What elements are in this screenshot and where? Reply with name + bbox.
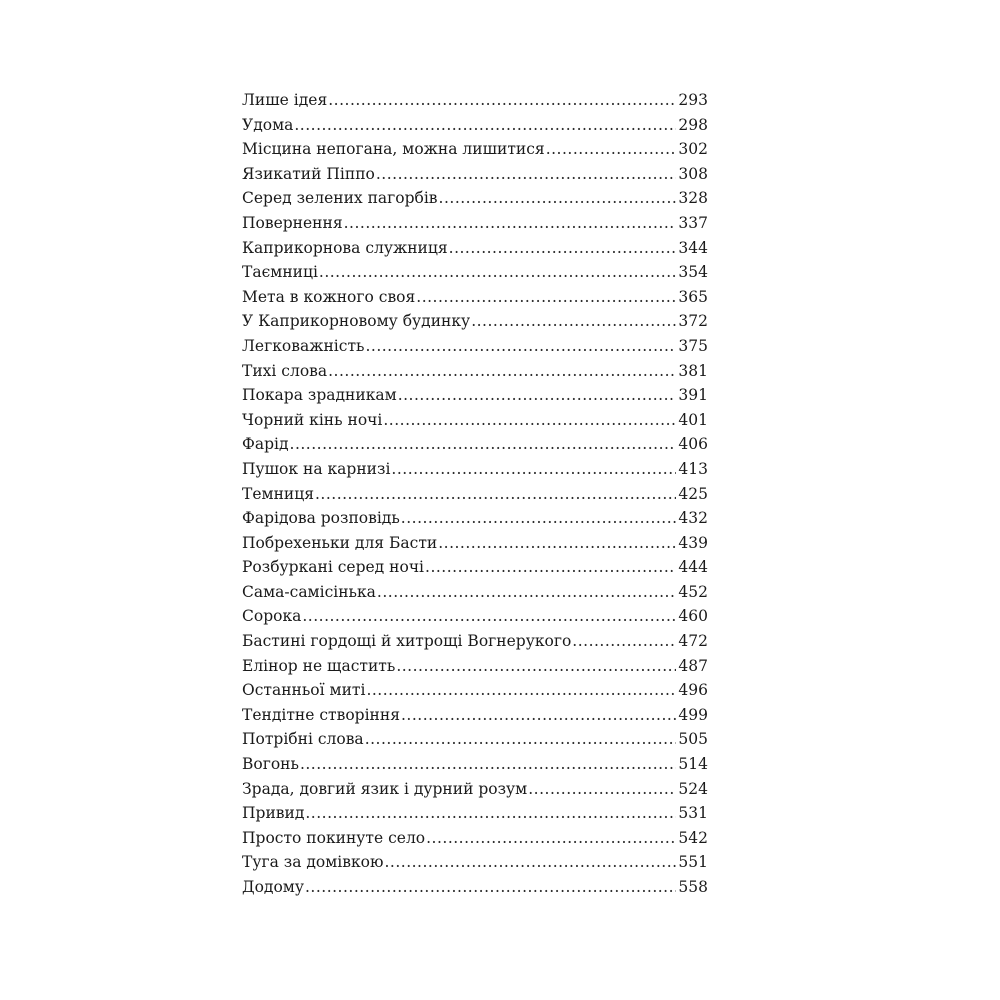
toc-entry-page-number: 308 <box>678 164 708 183</box>
toc-entry <box>242 629 708 654</box>
toc-dot-leader <box>438 531 676 556</box>
toc-dot-leader <box>572 629 676 654</box>
toc-entry <box>242 506 708 531</box>
toc-dot-leader <box>439 186 676 211</box>
toc-entry-title: Фарідова розповідь <box>242 509 400 528</box>
toc-entry-page-number: 365 <box>678 287 708 306</box>
toc-entry-page-number: 425 <box>678 484 708 503</box>
toc-dot-leader <box>290 432 676 457</box>
toc-entry <box>242 777 708 802</box>
toc-entry <box>242 678 708 703</box>
toc-entry <box>242 555 708 580</box>
toc-dot-leader <box>385 850 677 875</box>
toc-entry-title: Останньої миті <box>242 681 366 700</box>
toc-entry-page-number: 391 <box>678 386 708 405</box>
toc-entry-page-number: 524 <box>678 779 708 798</box>
toc-entry-title: Легковажність <box>242 336 365 355</box>
toc-entry <box>242 408 708 433</box>
toc-entry-title: Сорока <box>242 607 302 626</box>
toc-entry <box>242 285 708 310</box>
toc-dot-leader <box>294 113 676 138</box>
toc-entry-title: Зрада, довгий язик і дурний розум <box>242 779 528 798</box>
toc-dot-leader <box>328 359 676 384</box>
toc-entry <box>242 88 708 113</box>
toc-dot-leader <box>365 727 676 752</box>
toc-dot-leader <box>376 162 676 187</box>
toc-dot-leader <box>305 801 676 826</box>
toc-entry-title: Мета в кожного своя <box>242 287 416 306</box>
toc-entry <box>242 113 708 138</box>
toc-entry-page-number: 406 <box>678 435 708 454</box>
toc-entry <box>242 457 708 482</box>
toc-entry-title: Повернення <box>242 213 343 232</box>
toc-entry-page-number: 558 <box>678 878 708 896</box>
toc-entry-title: Привид <box>242 804 305 823</box>
toc-entry <box>242 703 708 728</box>
toc-dot-leader <box>416 285 676 310</box>
toc-dot-leader <box>546 137 676 162</box>
toc-entry-page-number: 401 <box>678 410 708 429</box>
toc-dot-leader <box>302 604 676 629</box>
toc-entry-title: Тендітне створіння <box>242 705 400 724</box>
toc-entry-title: Сама-самісінька <box>242 582 376 601</box>
toc-dot-leader <box>344 211 676 236</box>
toc-entry-title: Чорний кінь ночі <box>242 410 383 429</box>
toc-entry-title: Місцина непогана, можна лишитися <box>242 140 545 159</box>
toc-entry-page-number: 375 <box>678 336 708 355</box>
toc-entry-page-number: 472 <box>678 632 708 651</box>
table-of-contents <box>242 88 708 900</box>
toc-entry-title: Каприкорнова служниця <box>242 238 448 257</box>
toc-dot-leader <box>528 777 676 802</box>
toc-entry-title: Туга за домівкою <box>242 853 384 872</box>
toc-entry <box>242 137 708 162</box>
toc-dot-leader <box>449 236 676 261</box>
toc-entry <box>242 432 708 457</box>
toc-entry-title: Лише ідея <box>242 91 328 109</box>
toc-entry <box>242 801 708 826</box>
toc-dot-leader <box>391 457 676 482</box>
toc-entry <box>242 654 708 679</box>
toc-entry-page-number: 460 <box>678 607 708 626</box>
toc-dot-leader <box>401 506 676 531</box>
toc-dot-leader <box>377 580 676 605</box>
toc-entry-title: Язикатий Піппо <box>242 164 375 183</box>
toc-entry <box>242 850 708 875</box>
toc-dot-leader <box>315 482 676 507</box>
toc-entry-page-number: 439 <box>678 533 708 552</box>
toc-entry-page-number: 372 <box>678 312 708 331</box>
toc-entry-title: Елінор не щастить <box>242 656 396 675</box>
toc-entry-page-number: 344 <box>678 238 708 257</box>
toc-entry <box>242 727 708 752</box>
toc-entry <box>242 604 708 629</box>
toc-dot-leader <box>401 703 676 728</box>
toc-entry-title: Потрібні слова <box>242 730 364 749</box>
toc-entry <box>242 359 708 384</box>
toc-entry-title: Бастині гордощі й хитрощі Вогнерукого <box>242 632 572 651</box>
toc-entry-page-number: 505 <box>678 730 708 749</box>
toc-dot-leader <box>383 408 676 433</box>
toc-entry-title: Додому <box>242 878 304 896</box>
toc-dot-leader <box>305 875 676 900</box>
toc-entry-title: Серед зелених пагорбів <box>242 189 438 208</box>
toc-dot-leader <box>300 752 676 777</box>
toc-entry-page-number: 298 <box>678 115 708 134</box>
toc-dot-leader <box>319 260 676 285</box>
toc-dot-leader <box>471 309 676 334</box>
toc-entry <box>242 752 708 777</box>
toc-entry <box>242 875 708 900</box>
toc-entry-page-number: 354 <box>678 263 708 282</box>
toc-entry-title: У Каприкорновому будинку <box>242 312 471 331</box>
toc-entry-title: Удома <box>242 115 294 134</box>
toc-entry-title: Розбуркані серед ночі <box>242 558 425 577</box>
toc-entry <box>242 236 708 261</box>
toc-entry <box>242 186 708 211</box>
toc-entry <box>242 826 708 851</box>
toc-entry-title: Фарід <box>242 435 289 454</box>
toc-dot-leader <box>425 555 676 580</box>
toc-entry-page-number: 496 <box>678 681 708 700</box>
toc-dot-leader <box>365 334 676 359</box>
toc-entry-title: Покара зрадникам <box>242 386 397 405</box>
toc-dot-leader <box>426 826 676 851</box>
toc-dot-leader <box>328 88 676 113</box>
toc-entry-page-number: 452 <box>678 582 708 601</box>
toc-entry-page-number: 328 <box>678 189 708 208</box>
toc-entry-title: Просто покинуте село <box>242 828 426 847</box>
toc-entry-page-number: 499 <box>678 705 708 724</box>
toc-entry-title: Таємниці <box>242 263 318 282</box>
toc-entry-page-number: 514 <box>678 755 708 774</box>
toc-dot-leader <box>366 678 676 703</box>
toc-entry <box>242 309 708 334</box>
toc-entry-page-number: 293 <box>678 91 708 109</box>
toc-entry-title: Пушок на карнизі <box>242 459 391 478</box>
toc-entry <box>242 334 708 359</box>
toc-entry-page-number: 551 <box>678 853 708 872</box>
toc-entry-page-number: 487 <box>678 656 708 675</box>
toc-entry <box>242 482 708 507</box>
toc-entry-title: Темниця <box>242 484 314 503</box>
toc-entry <box>242 211 708 236</box>
toc-entry <box>242 383 708 408</box>
toc-entry-page-number: 444 <box>678 558 708 577</box>
toc-entry-title: Побрехеньки для Басти <box>242 533 438 552</box>
toc-entry-page-number: 302 <box>678 140 708 159</box>
toc-entry-page-number: 542 <box>678 828 708 847</box>
toc-entry-page-number: 337 <box>678 213 708 232</box>
toc-dot-leader <box>398 383 676 408</box>
toc-entry-page-number: 381 <box>678 361 708 380</box>
toc-entry <box>242 531 708 556</box>
toc-entry-title: Тихі слова <box>242 361 328 380</box>
toc-entry-page-number: 531 <box>678 804 708 823</box>
toc-entry <box>242 580 708 605</box>
toc-dot-leader <box>396 654 676 679</box>
toc-entry-title: Вогонь <box>242 755 299 774</box>
toc-entry-page-number: 432 <box>678 509 708 528</box>
toc-entry <box>242 260 708 285</box>
toc-entry-page-number: 413 <box>678 459 708 478</box>
toc-entry <box>242 162 708 187</box>
